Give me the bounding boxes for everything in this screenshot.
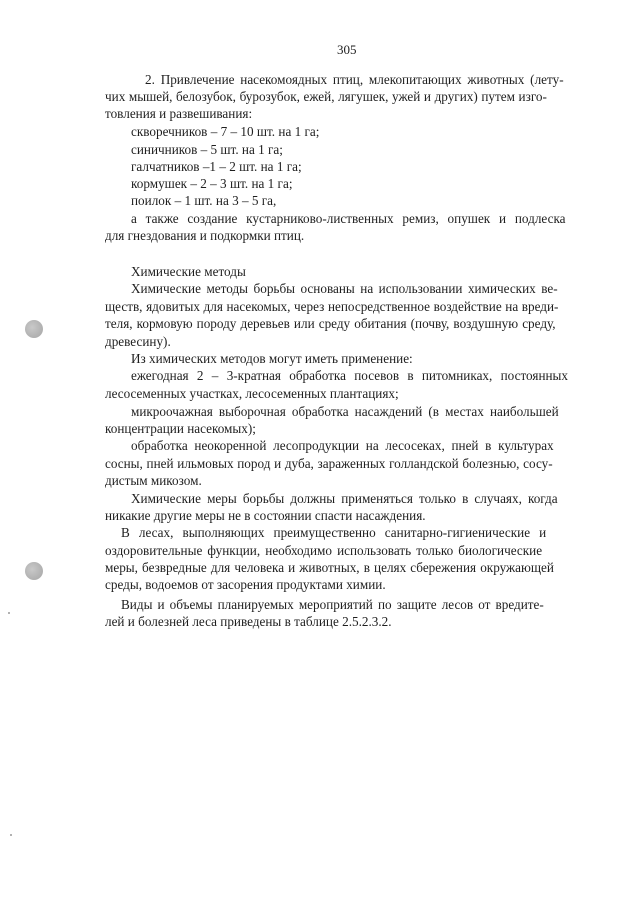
text-line: для гнездования и подкормки птиц. [105, 228, 305, 243]
text-line: товления и развешивания: [105, 106, 253, 121]
text-line: Виды и объемы планируемых мероприятий по защите лесов от вредите- [121, 597, 544, 612]
text-line: оздоровительные функции, необходимо использовать только биологические [105, 543, 543, 558]
list-item: синичников – 5 шт. на 1 га; [131, 142, 283, 157]
list-item: поилок – 1 шт. на 3 – 5 га, [131, 193, 277, 208]
text-line: ществ, ядовитых для насекомых, через непосредственное воздействие на вреди- [105, 299, 559, 314]
section-heading: Химические методы [131, 264, 246, 279]
scan-speck [10, 834, 12, 836]
text-line: лей и болезней леса приведены в таблице 2.5.2.3.2. [105, 614, 392, 629]
text-line: а также создание кустарниково-лиственных ремиз, опушек и подлеска [131, 211, 566, 226]
text-line: чих мышей, белозубок, бурозубок, ежей, лягушек, ужей и других) путем изго- [105, 89, 547, 104]
text-line: Химические методы борьбы основаны на использовании химических ве- [131, 281, 558, 296]
text-line: Из химических методов могут иметь применение: [131, 351, 413, 366]
list-item: галчатников –1 – 2 шт. на 1 га; [131, 159, 302, 174]
text-line: Химические меры борьбы должны применяться только в случаях, когда [131, 491, 558, 506]
punch-hole [25, 320, 43, 338]
punch-hole [25, 562, 43, 580]
text-line: В лесах, выполняющих преимущественно санитарно-гигиенические и [121, 525, 547, 540]
text-line: теля, кормовую породу деревьев или среду обитания (почву, воздушную среду, [105, 316, 556, 331]
list-item: ежегодная 2 – 3-кратная обработка посевов в питомниках, постоянных [131, 368, 569, 383]
list-item: микроочажная выборочная обработка насаждений (в местах наибольшей [131, 404, 559, 419]
scan-speck [8, 612, 10, 614]
page-number: 305 [337, 42, 357, 57]
text-line: меры, безвредные для человека и животных, в целях сбережения окружающей [105, 560, 554, 575]
list-item: концентрации насекомых); [105, 421, 256, 436]
list-item: скворечников – 7 – 10 шт. на 1 га; [131, 124, 320, 139]
list-item: обработка неокоренной лесопродукции на лесосеках, пней в культурах [131, 438, 554, 453]
text-line: древесину). [105, 334, 171, 349]
list-item: дистым микозом. [105, 473, 202, 488]
list-item: лесосеменных участках, лесосеменных плантациях; [105, 386, 399, 401]
text-line: никакие другие меры не в состоянии спасти насаждения. [105, 508, 426, 523]
list-item: кормушек – 2 – 3 шт. на 1 га; [131, 176, 293, 191]
text-line: 2. Привлечение насекомоядных птиц, млекопитающих животных (лету- [145, 72, 564, 87]
text-line: среды, водоемов от засорения продуктами химии. [105, 577, 386, 592]
list-item: сосны, пней ильмовых пород и дуба, зараженных голландской болезнью, сосу- [105, 456, 553, 471]
